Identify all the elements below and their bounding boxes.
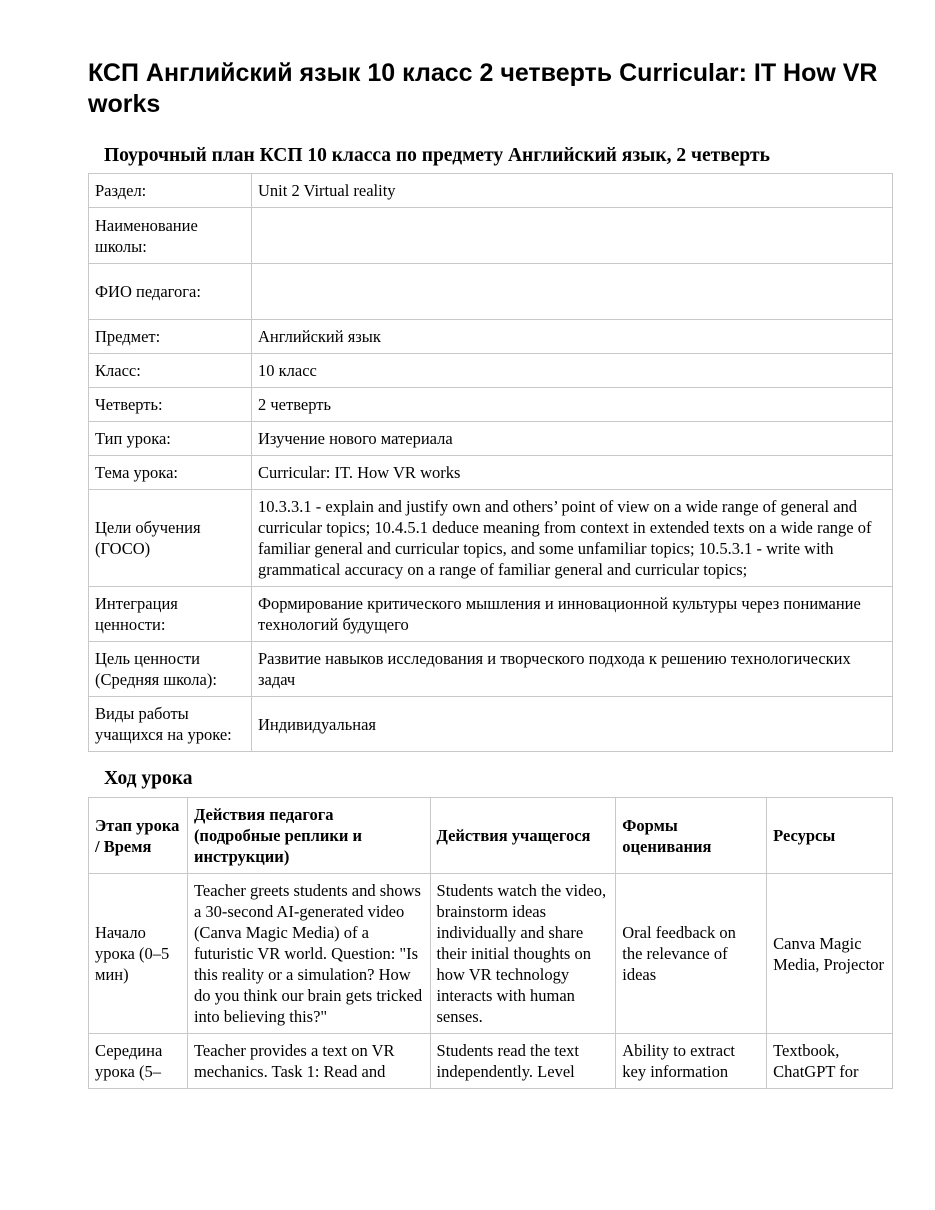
flow-cell: Students watch the video, brainstorm ideas individually and share their initial thoughts on how VR technology interacts with human senses. — [430, 874, 616, 1034]
info-value: Развитие навыков исследования и творческого подхода к решению технологических задач — [252, 642, 893, 697]
info-value: Изучение нового материала — [252, 422, 893, 456]
info-value: Английский язык — [252, 320, 893, 354]
info-row — [89, 587, 893, 642]
flow-cell: Oral feedback on the relevance of ideas — [616, 874, 767, 1034]
info-value — [252, 264, 893, 320]
info-value: Unit 2 Virtual reality — [252, 174, 893, 208]
flow-header-cell: Ресурсы — [767, 798, 893, 874]
info-label: Тип урока: — [89, 422, 252, 456]
flow-cell: Ability to extract key information — [616, 1034, 767, 1089]
info-row — [89, 264, 893, 320]
info-label: ФИО педагога: — [89, 264, 252, 320]
lesson-flow-header-row — [89, 798, 893, 874]
lesson-flow-title: Ход урока — [104, 768, 193, 789]
flow-row — [89, 874, 893, 1034]
flow-cell: Teacher greets students and shows a 30-second AI-generated video (Canva Magic Media) of a futuristic VR world. Question: "Is this reality or a simulation? How do you think our brain gets tricked into believing this?" — [187, 874, 430, 1034]
info-label: Четверть: — [89, 388, 252, 422]
lesson-plan-subtitle: Поурочный план КСП 10 класса по предмету Английский язык, 2 четверть — [104, 145, 770, 166]
flow-cell: Canva Magic Media, Projector — [767, 874, 893, 1034]
info-row — [89, 422, 893, 456]
info-value: 10.3.3.1 - explain and justify own and others’ point of view on a wide range of general and curricular topics; 10.4.5.1 deduce meaning from context in extended texts on a wide range of familiar general and curricular topics, and some unfamiliar topics; 10.5.3.1 - write with grammatical accuracy on a range of familiar general and curricular topics; — [252, 490, 893, 587]
info-value: Индивидуальная — [252, 697, 893, 752]
flow-cell: Середина урока (5– — [89, 1034, 188, 1089]
flow-cell: Teacher provides a text on VR mechanics. Task 1: Read and — [187, 1034, 430, 1089]
info-label: Цель ценности (Средняя школа): — [89, 642, 252, 697]
flow-row — [89, 1034, 893, 1089]
flow-cell: Начало урока (0–5 мин) — [89, 874, 188, 1034]
lesson-info-table — [88, 173, 893, 752]
info-label: Тема урока: — [89, 456, 252, 490]
info-label: Интеграция ценности: — [89, 587, 252, 642]
info-row — [89, 174, 893, 208]
flow-header-cell: Формы оценивания — [616, 798, 767, 874]
info-value: Curricular: IT. How VR works — [252, 456, 893, 490]
info-value — [252, 208, 893, 264]
info-label: Предмет: — [89, 320, 252, 354]
flow-cell: Textbook, ChatGPT for — [767, 1034, 893, 1089]
info-row — [89, 354, 893, 388]
info-label: Цели обучения (ГОСО) — [89, 490, 252, 587]
info-label: Раздел: — [89, 174, 252, 208]
flow-header-cell: Действия учащегося — [430, 798, 616, 874]
info-row — [89, 456, 893, 490]
info-value: 2 четверть — [252, 388, 893, 422]
flow-header-cell: Этап урока / Время — [89, 798, 188, 874]
info-row — [89, 490, 893, 587]
lesson-flow-table — [88, 797, 893, 1089]
info-value: 10 класс — [252, 354, 893, 388]
document-title: КСП Английский язык 10 класс 2 четверть Curricular: IT How VR works — [88, 59, 878, 118]
info-label: Виды работы учащихся на уроке: — [89, 697, 252, 752]
info-row — [89, 320, 893, 354]
info-row — [89, 388, 893, 422]
lesson-flow-wrapper — [88, 797, 893, 1113]
flow-cell: Students read the text independently. Level — [430, 1034, 616, 1089]
info-row — [89, 208, 893, 264]
info-label: Класс: — [89, 354, 252, 388]
info-label: Наименование школы: — [89, 208, 252, 264]
info-value: Формирование критического мышления и инновационной культуры через понимание технологий будущего — [252, 587, 893, 642]
document-page — [88, 58, 893, 1113]
info-row — [89, 642, 893, 697]
flow-header-cell: Действия педагога (подробные реплики и инструкции) — [187, 798, 430, 874]
info-row — [89, 697, 893, 752]
